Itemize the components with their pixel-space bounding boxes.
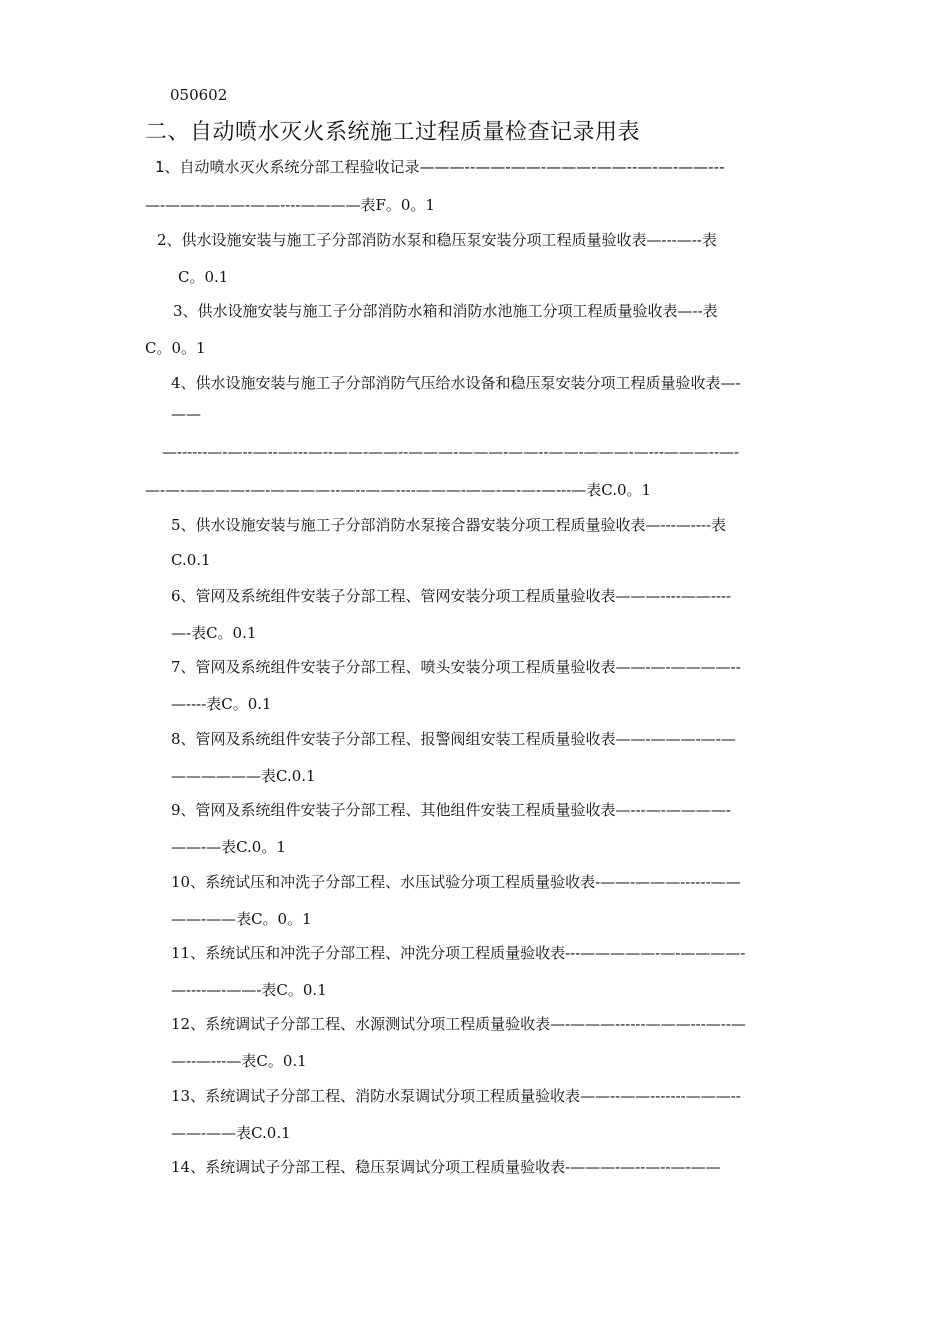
list-item-10-line-1: 10、系统试压和冲洗子分部工程、水压试验分项工程质量验收表-——-———------——	[171, 873, 741, 891]
list-item-6-line-1: 6、管网及系统组件安装子分部工程、管网安装分项工程质量验收表———----——----	[171, 587, 732, 605]
list-item-5-line-1: 5、供水设施安装与施工子分部消防水泵接合器安装分项工程质量验收表—---—----表	[171, 516, 727, 534]
list-item-9-line-1: 9、管网及系统组件安装子分部工程、其他组件安装工程质量验收表—---—-————-	[171, 801, 731, 819]
list-item-2-line-2: C。0.1	[178, 268, 229, 286]
list-item-4-line-1: 4、供水设施安装与施工子分部消防气压给水设备和稳压泵安装分项工程质量验收表—-	[171, 374, 741, 392]
list-item-8-line-2: ——————表C.0.1	[171, 767, 316, 785]
section-heading: 二、自动喷水灭火系统施工过程质量检查记录用表	[145, 120, 641, 145]
list-item-1-line-2: —-——-———-——----————表F。0。1	[145, 196, 435, 214]
list-item-9-line-2: ——-—表C.0。1	[171, 838, 286, 856]
list-item-12-line-1: 12、系统调试子分部工程、水源测试分项工程质量验收表—-———------———---—--—	[171, 1015, 746, 1033]
document-code: 050602	[170, 86, 228, 104]
list-item-4-line-2: ——	[171, 405, 201, 423]
list-item-7-line-2: —----表C。0.1	[171, 695, 272, 713]
list-item-6-line-2: —-表C。0.1	[171, 624, 257, 642]
list-item-7-line-1: 7、管网及系统组件安装子分部工程、喷头安装分项工程质量验收表——-—-————--	[171, 658, 741, 676]
list-item-5-line-2: C.0.1	[171, 551, 211, 569]
list-item-14-line-1: 14、系统调试子分部工程、稳压泵调试分项工程质量验收表-———-—--—--—-——	[171, 1158, 721, 1176]
list-item-11-line-2: —----—-——-表C。0.1	[171, 981, 327, 999]
list-item-10-line-2: ——-——表C。0。1	[171, 910, 312, 928]
list-item-3-line-2: C。0。1	[145, 339, 206, 357]
list-item-13-line-2: ——-——表C.0.1	[171, 1124, 291, 1142]
list-item-11-line-1: 11、系统试压和冲洗子分部工程、冲洗分项工程质量验收表---—————-—-————-	[171, 944, 746, 962]
list-item-4-line-4: —-—-————-—-————--—--——----———-——-—-—-—---—表C.0。1	[145, 481, 652, 499]
list-item-4-line-3: —------—-—--—--—---—--——-——--———-———-——--——-———-—---———--—-	[162, 443, 740, 461]
list-item-1-line-1: 1、自动喷水灭火系统分部工程验收记录———--——-——-———-——--—-—-——---	[155, 158, 725, 176]
list-item-8-line-1: 8、管网及系统组件安装子分部工程、报警阀组安装工程质量验收表——-———-—-—	[171, 730, 736, 748]
list-item-2-line-1: 2、供水设施安装与施工子分部消防水泵和稳压泵安装分项工程质量验收表—---—--表	[157, 231, 717, 249]
list-item-12-line-2: —--—---—表C。0.1	[171, 1052, 307, 1070]
list-item-3-line-1: 3、供水设施安装与施工子分部消防水箱和消防水池施工分项工程质量验收表—--表	[173, 302, 718, 320]
list-item-13-line-1: 13、系统调试子分部工程、消防水泵调试分项工程质量验收表——--——-------———--	[171, 1087, 741, 1105]
